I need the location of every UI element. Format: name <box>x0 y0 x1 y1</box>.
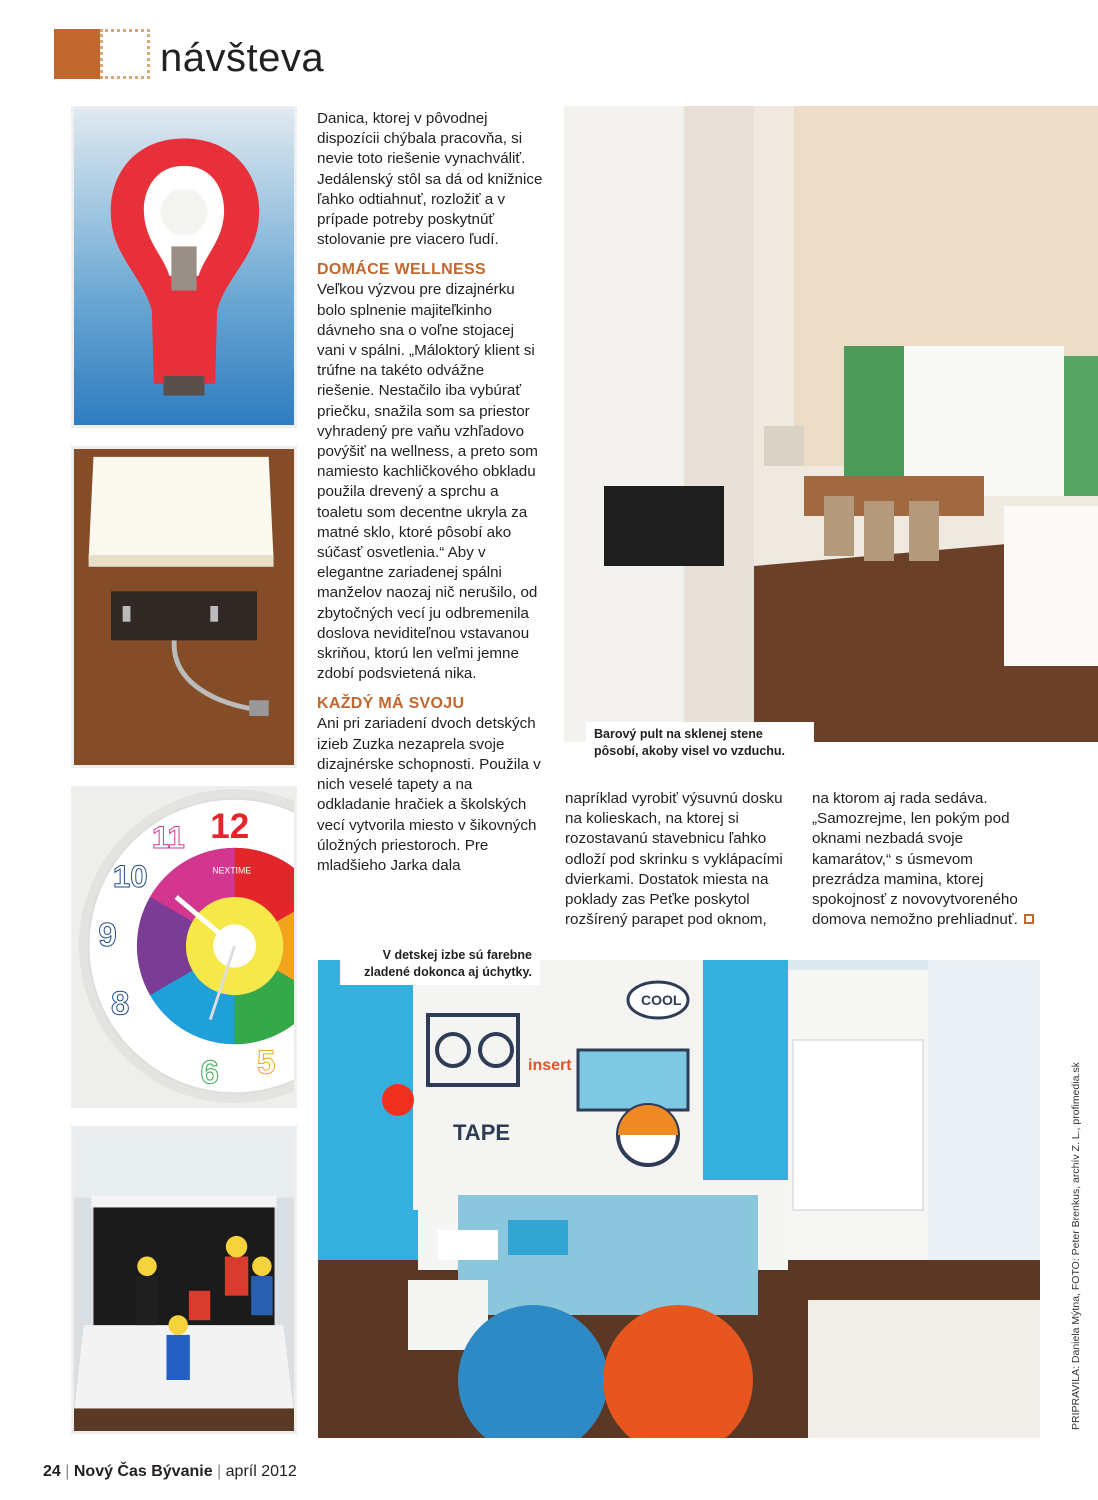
photo-kitchen-dining <box>564 106 1098 742</box>
magazine-name: Nový Čas Bývanie <box>73 1463 213 1480</box>
heading-wellness: DOMÁCE WELLNESS <box>317 261 486 279</box>
photo-bulb-lamp <box>71 106 297 428</box>
page-number: 24 <box>43 1463 61 1480</box>
caption-kids-room: V detskej izbe sú farebne zladené dokonca aj úchytky. <box>340 943 540 985</box>
article-end-mark <box>1024 914 1034 924</box>
article-column-1 <box>317 109 545 876</box>
svg-text:12: 12 <box>210 806 250 847</box>
article-column-3 <box>812 789 1040 930</box>
section-logo-block <box>54 29 106 79</box>
article-col3: na ktorom aj rada sedáva. „Samozrejme, len pokým pod oknami nezbadá svoje kamarátov,“ s úsmevom prezrádza mamina, ktorej spokojnosť z novovytvoreného domova nemožno prehliadnuť. <box>812 790 1018 929</box>
article-kids: Ani pri zariadení dvoch detských izieb Zuzka nezaprela svoje dizajnérske schopnosti. Použila v nich veselé tapety a na odkladanie hračiek a školských vecí vytvorila miesto v šikovných úložných priestoroch. Pre mladšieho Jarka dala <box>317 715 541 874</box>
article-column-2 <box>565 789 793 930</box>
mural-tape-label: TAPE <box>453 1120 511 1145</box>
photo-wall-lamp <box>71 446 297 768</box>
svg-text:5: 5 <box>257 1044 276 1082</box>
svg-text:9: 9 <box>98 916 117 955</box>
section-logo-frame <box>100 29 150 79</box>
svg-text:10: 10 <box>112 859 148 895</box>
issue-date: apríl 2012 <box>225 1463 297 1480</box>
svg-text:11: 11 <box>151 819 185 855</box>
article-col2: napríklad vyrobiť výsuvnú dosku na kolieskach, na ktorej si rozostavanú stavebnicu ľahko odloží pod skrinku s vyklápacími dvierkami. Dostatok miesta na poklady zas Peťke poskytol rozšírený parapet pod oknom, <box>565 790 783 929</box>
photo-kids-room <box>318 960 1040 1438</box>
page-footer <box>43 1463 297 1481</box>
mural-cool-label: COOL <box>641 992 682 1008</box>
caption-kitchen: Barový pult na sklenej stene pôsobí, akoby visel vo vzduchu. <box>586 722 814 764</box>
footer-separator: | <box>65 1463 74 1480</box>
article-intro: Danica, ktorej v pôvodnej dispozícii chýbala pracovňa, si nevie toto riešenie vynachváliť. Jedálenský stôl sa dá od knižnice ľahko odtiahnuť, rozložiť a v prípade potreby poskytnúť stolovanie pre viacero ľudí. <box>317 110 543 249</box>
section-title: návšteva <box>160 36 325 80</box>
photo-lego-drawer <box>71 1126 297 1434</box>
article-wellness: Veľkou výzvou pre dizajnérku bolo splnenie majiteľkinho dávneho sna o voľne stojacej vani v spálni. „Máloktorý klient si trúfne na takéto odvážne riešenie. Nestačilo iba vybúrať priečku, snažila som sa priestor vyhradený pre vaňu vzhľadovo povýšiť na wellness, a preto som namiesto kachličkového obkladu použila drevený a sprchu a toaletu som decentne ukryla za matné sklo, ktoré pôsobí ako súčasť osvetlenia.“ Aby v elegantne zariadenej spálni manželov naozaj nič nerušilo, od zbytočných vecí ju odbremenila doslova neviditeľnou vstavanou skriňou, ktorú len veľmi jemne zdobí podsvietená nika. <box>317 281 538 683</box>
clock-brand-label: NEXTIME <box>212 865 252 876</box>
heading-kids: KAŽDÝ MÁ SVOJU <box>317 695 465 713</box>
mural-insert-label: insert <box>528 1057 572 1074</box>
photo-rainbow-clock <box>71 786 297 1108</box>
footer-separator: | <box>217 1463 226 1480</box>
svg-text:6: 6 <box>200 1054 219 1092</box>
photo-credit: PRIPRAVILA: Daniela Mýtna, FOTO: Peter Brenkus, archív Z. L., profimedia.sk <box>1070 1062 1082 1430</box>
svg-text:8: 8 <box>110 985 130 1023</box>
